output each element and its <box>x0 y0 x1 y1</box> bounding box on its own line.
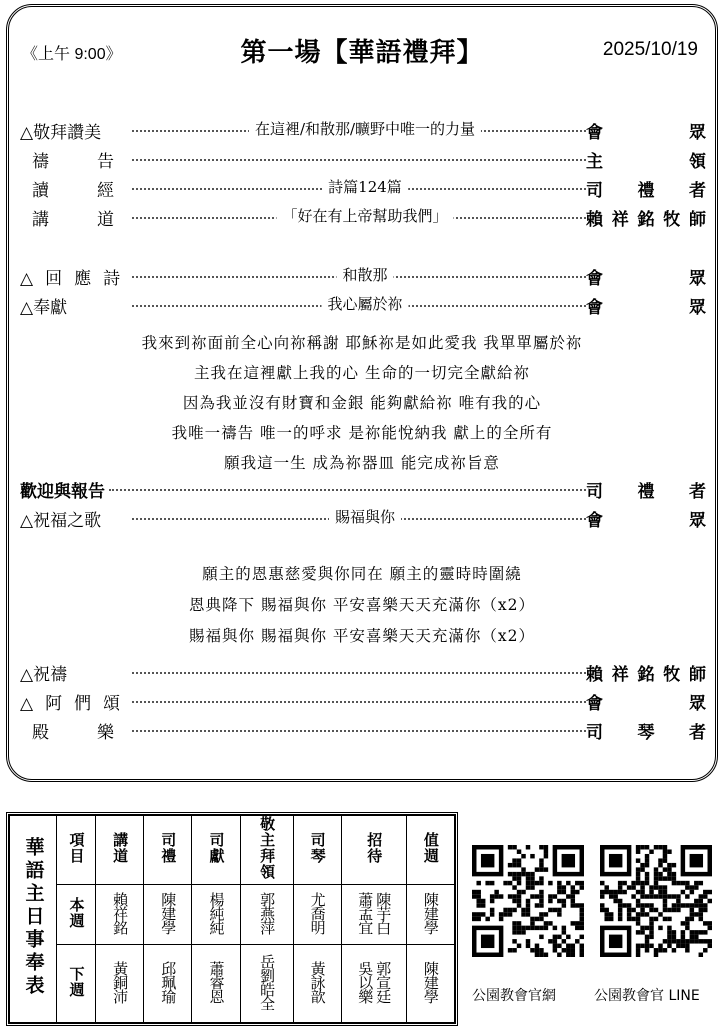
roster-header: 司禮 <box>144 816 192 885</box>
lyric-line: 我唯一禱告 唯一的呼求 是祢能悅納我 獻上的全所有 <box>171 424 553 442</box>
leader-dots <box>132 666 586 674</box>
qr-code-icon[interactable] <box>472 845 584 957</box>
roster-cell: 郭宣廷 吳以樂 <box>341 945 406 1023</box>
roster-cell: 楊純純 <box>192 885 240 945</box>
service-time: 《上午 9:00》 <box>22 46 122 63</box>
roster-cell: 陳建學 <box>144 885 192 945</box>
roster-cell: 蕭睿恩 <box>192 945 240 1023</box>
order-item <box>20 145 706 173</box>
order-item-detail: 賜福與你 <box>329 506 401 527</box>
lyric-line: 賜福與你 賜福與你 平安喜樂天天充滿你（x2） <box>189 627 535 645</box>
qr-label-line: 公園教會官 LINE <box>594 988 700 1004</box>
order-item-detail: 我心屬於祢 <box>321 293 408 314</box>
leader-dots <box>132 153 586 161</box>
leader-dots <box>132 695 586 703</box>
roster-cell: 邱珮瑜 <box>144 945 192 1023</box>
order-item <box>20 716 706 744</box>
row-label: 本週 <box>57 885 96 945</box>
order-item-role: 主 領 <box>586 152 706 172</box>
roster-header: 司獻 <box>192 816 240 885</box>
lyric-line: 我來到祢面前全心向祢稱謝 耶穌祢是如此愛我 我單單屬於祢 <box>141 334 583 352</box>
roster-cell: 岳劉皓全 <box>240 945 293 1023</box>
roster-header: 敬主拜領 <box>240 816 293 885</box>
order-item <box>20 687 706 715</box>
roster-header: 項目 <box>57 816 96 885</box>
lyric-line: 願我這一生 成為祢器皿 能完成祢旨意 <box>224 454 500 472</box>
row-label: 下週 <box>57 945 96 1023</box>
roster-cell: 黃銅沛 <box>96 945 144 1023</box>
header <box>0 32 724 72</box>
order-item-name: △敬拜讚美 <box>20 123 102 143</box>
lyric-line: 因為我並沒有財寶和金銀 能夠獻給祢 唯有我的心 <box>182 394 542 412</box>
leader-dots <box>132 724 586 732</box>
order-item-name: △阿們頌 <box>20 694 133 714</box>
duty-roster-table <box>6 812 458 1026</box>
order-item-role: 會 眾 <box>586 123 706 143</box>
order-item-role: 會 眾 <box>586 511 706 531</box>
roster-header: 招待 <box>341 816 406 885</box>
order-item <box>20 262 706 290</box>
order-item-name: △回應詩 <box>20 269 133 289</box>
order-item <box>20 174 706 202</box>
order-item-name: △奉獻 <box>20 298 68 318</box>
lyric-line: 願主的恩惠慈愛與你同在 願主的靈時時圍繞 <box>202 565 522 583</box>
order-item-role: 司 禮 者 <box>586 482 706 502</box>
order-item <box>20 291 706 319</box>
roster-header: 司琴 <box>293 816 341 885</box>
order-item-detail: 在這裡/和散那/曠野中唯一的力量 <box>249 118 481 139</box>
order-item-detail: 「好在有上帝幫助我們」 <box>276 205 453 226</box>
leader-dots <box>109 483 586 491</box>
order-item-name: 講道 <box>32 210 162 230</box>
order-item-detail: 詩篇124篇 <box>322 176 408 197</box>
roster-header: 講道 <box>96 816 144 885</box>
roster-header: 值週 <box>406 816 454 885</box>
roster-cell: 陳芋白 蕭孟宜 <box>341 885 406 945</box>
order-item-detail: 和散那 <box>336 264 393 285</box>
order-item-name: 歡迎與報告 <box>20 482 105 502</box>
order-item-name: 讀經 <box>32 181 162 201</box>
order-item-role: 會 眾 <box>586 298 706 318</box>
roster-cell: 黃詠歆 <box>293 945 341 1023</box>
qr-code-icon[interactable] <box>600 845 712 957</box>
roster-cell: 尤喬明 <box>293 885 341 945</box>
roster-cell: 賴祥銘 <box>96 885 144 945</box>
order-item <box>20 658 706 686</box>
roster-cell: 陳建學 <box>406 885 454 945</box>
service-date: 2025/10/19 <box>602 39 698 60</box>
order-item-role: 會 眾 <box>586 694 706 714</box>
roster-title: 華語主日事奉表 <box>10 816 57 1023</box>
order-item <box>20 475 706 503</box>
roster-cell: 郭燕萍 <box>240 885 293 945</box>
lyric-line: 主我在這裡獻上我的心 生命的一切完全獻給祢 <box>194 364 530 382</box>
table-row <box>10 945 455 1023</box>
order-item-role: 司 琴 者 <box>586 723 706 743</box>
order-item <box>20 116 706 144</box>
order-item-name: △祝禱 <box>20 665 68 685</box>
roster-cell: 陳建學 <box>406 945 454 1023</box>
order-item-name: 殿樂 <box>32 723 162 743</box>
qr-label-website: 公園教會官網 <box>472 988 556 1004</box>
order-item-role: 賴 祥 銘 牧 師 <box>586 665 706 685</box>
order-item-role: 司 禮 者 <box>586 181 706 201</box>
order-item-role: 會 眾 <box>586 269 706 289</box>
table-row <box>10 885 455 945</box>
order-item <box>20 504 706 532</box>
page-title: 第一場【華語禮拜】 <box>240 38 484 68</box>
order-item-name: △祝福之歌 <box>20 511 102 531</box>
order-item <box>20 203 706 231</box>
lyric-line: 恩典降下 賜福與你 平安喜樂天天充滿你（x2） <box>189 596 535 614</box>
order-item-name: 禱告 <box>32 152 162 172</box>
order-item-role: 賴 祥 銘 牧 師 <box>586 210 706 230</box>
